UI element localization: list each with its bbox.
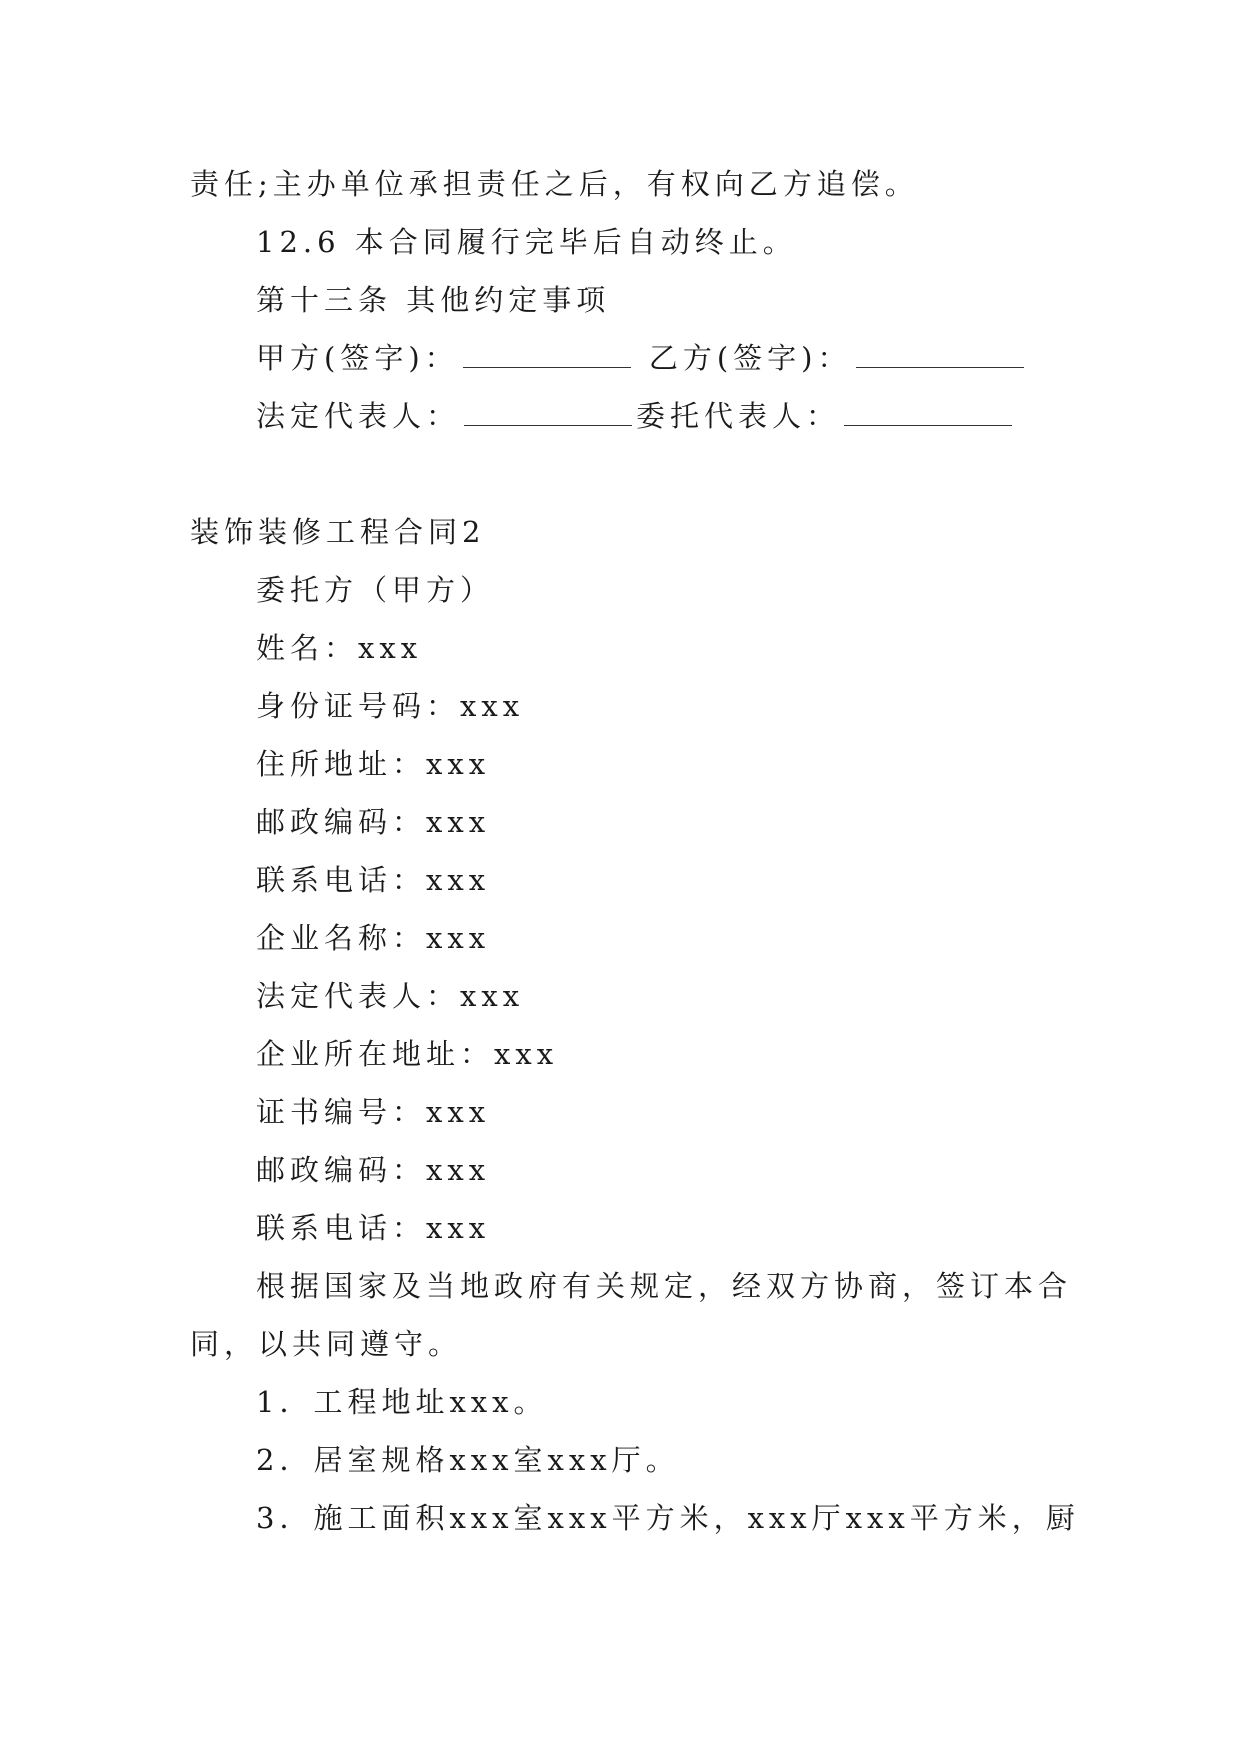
- field-company-address: 企业所在地址：xxx: [256, 1037, 559, 1071]
- party-a-label: 甲方(签字)：: [256, 341, 459, 375]
- field-name: 姓名：xxx: [256, 631, 423, 665]
- field-company-name: 企业名称：xxx: [256, 921, 491, 955]
- field-certificate-number: 证书编号：xxx: [256, 1095, 491, 1129]
- field-address: 住所地址：xxx: [256, 747, 491, 781]
- party-a-signature-blank: [463, 345, 631, 368]
- agent-blank: [844, 403, 1012, 426]
- signature-row-2: [256, 399, 1016, 433]
- signature-row-1: [256, 341, 1028, 375]
- party-b-label: 乙方(签字)：: [648, 341, 852, 375]
- paragraph-line-2: 同，以共同遵守。: [190, 1327, 463, 1361]
- agent-label: 委托代表人：: [636, 399, 841, 433]
- legal-rep-label: 法定代表人：: [256, 399, 461, 433]
- contract-2-title: 装饰装修工程合同2: [190, 515, 486, 549]
- client-heading: 委托方（甲方）: [256, 573, 495, 607]
- text-line: 责任;主办单位承担责任之后，有权向乙方追偿。: [190, 167, 919, 201]
- field-postcode-2: 邮政编码：xxx: [256, 1153, 491, 1187]
- field-id-number: 身份证号码：xxx: [256, 689, 525, 723]
- field-postcode: 邮政编码：xxx: [256, 805, 491, 839]
- paragraph-line-1: 根据国家及当地政府有关规定，经双方协商，签订本合: [256, 1269, 1073, 1303]
- item-3: 3．施工面积xxx室xxx平方米，xxx厅xxx平方米，厨: [256, 1501, 1080, 1535]
- field-phone: 联系电话：xxx: [256, 863, 491, 897]
- item-1: 1．工程地址xxx。: [256, 1385, 548, 1419]
- field-phone-2: 联系电话：xxx: [256, 1211, 491, 1245]
- field-legal-rep: 法定代表人：xxx: [256, 979, 525, 1013]
- legal-rep-blank: [464, 403, 632, 426]
- article-13-heading: 第十三条 其他约定事项: [256, 283, 611, 317]
- clause-12-6: 12.6 本合同履行完毕后自动终止。: [256, 225, 797, 259]
- item-2: 2．居室规格xxx室xxx厅。: [256, 1443, 680, 1477]
- party-b-signature-blank: [856, 345, 1024, 368]
